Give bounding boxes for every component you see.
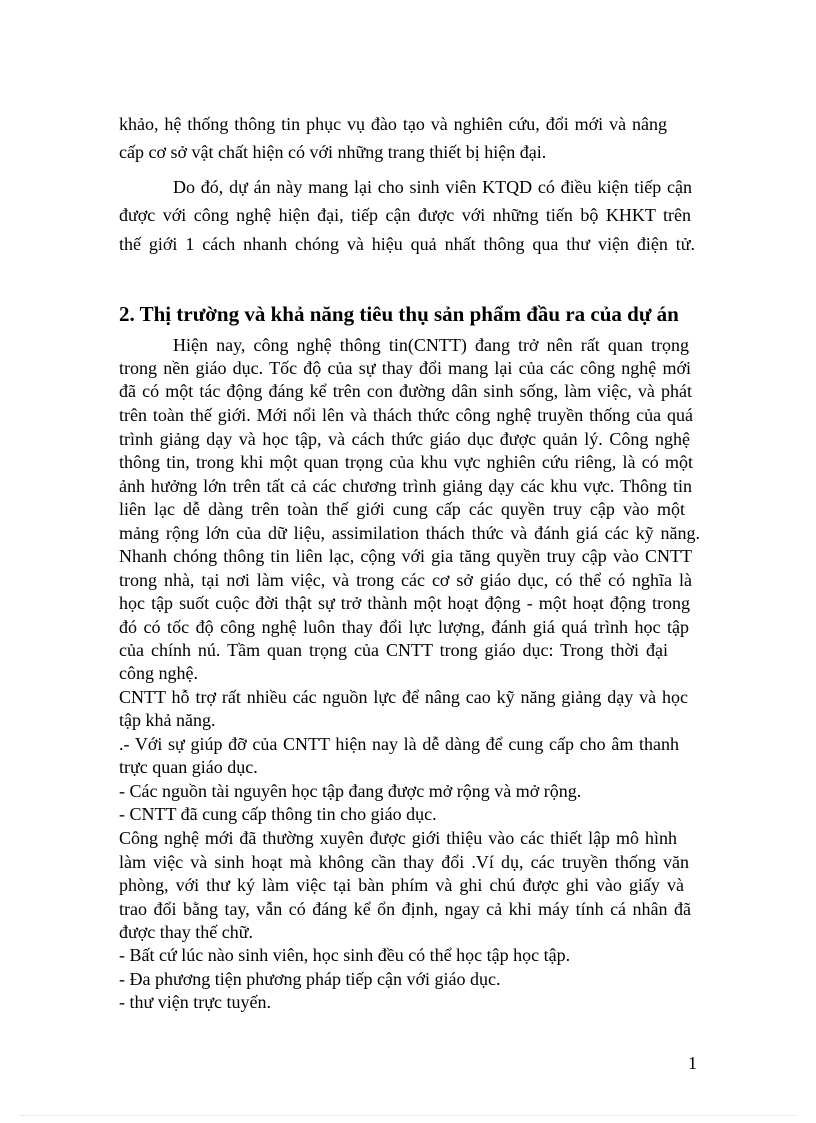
text-line: học tập suốt cuộc đời thật sự trở thành một hoạt động - một hoạt động trong [119, 593, 690, 613]
text-line: CNTT hỗ trợ rất nhiều các nguồn lực để nâng cao kỹ năng giảng dạy và học [119, 687, 688, 707]
text-line: - Bất cứ lúc nào sinh viên, học sinh đều có thể học tập học tập. [119, 945, 571, 965]
text-line: Hiện nay, công nghệ thông tin(CNTT) đang trở nên rất quan trọng [173, 335, 689, 355]
text-line: của chính nú. Tầm quan trọng của CNTT trong giáo dục: Trong thời đại [119, 640, 668, 660]
section-heading: 2. Thị trường và khả năng tiêu thụ sản phẩm đầu ra của dự án [119, 302, 679, 326]
footer-divider [20, 1115, 796, 1116]
text-line: đó có tốc độ công nghệ luôn thay đổi lực lượng, đánh giá quá trình học tập [119, 617, 689, 637]
text-line: cấp cơ sở vật chất hiện có với những trang thiết bị hiện đại. [119, 142, 547, 162]
text-line: trong nền giáo dục. Tốc độ của sự thay đổi mang lại của các công nghệ mới [119, 358, 691, 378]
text-line: công nghệ. [119, 663, 198, 683]
text-line: được với công nghệ hiện đại, tiếp cận được với những tiến bộ KHKT trên [119, 205, 691, 225]
text-line: được thay thế chữ. [119, 922, 253, 942]
text-line: trên toàn thế giới. Mới nổi lên và thách thức công nghệ truyền thống của quá [119, 405, 693, 425]
text-line: phòng, với thư ký làm việc tại bàn phím và ghi chú được ghi vào giấy và [119, 875, 684, 895]
text-line: đã có một tác động đáng kể trên con đường dân sinh sống, làm việc, và phát [119, 381, 692, 401]
text-line: trong nhà, tại nơi làm việc, và trong các cơ sở giáo dục, có thể có nghĩa là [119, 570, 692, 590]
text-line: .- Với sự giúp đỡ của CNTT hiện nay là dễ dàng để cung cấp cho âm thanh [119, 734, 679, 754]
text-line: Công nghệ mới đã thường xuyên được giới thiệu vào các thiết lập mô hình [119, 828, 677, 848]
text-line: thông tin, trong khi một quan trọng của khu vực nghiên cứu riêng, là có một [119, 452, 693, 472]
text-line: - Đa phương tiện phương pháp tiếp cận với giáo dục. [119, 969, 501, 989]
page-number: 1 [688, 1053, 697, 1073]
text-line: trình giảng dạy và học tập, và cách thức giáo dục được quản lý. Công nghệ [119, 429, 690, 449]
text-line: tập khả năng. [119, 710, 216, 730]
text-line: Nhanh chóng thông tin liên lạc, cộng với gia tăng quyền truy cập vào CNTT [119, 546, 692, 566]
text-line: liên lạc dễ dàng trên toàn thế giới cung cấp các quyền truy cập vào một [119, 499, 685, 519]
text-line: trao đổi bằng tay, vẫn có đáng kể ổn định, ngay cả khi máy tính cá nhân đã [119, 899, 691, 919]
text-line: - CNTT đã cung cấp thông tin cho giáo dục. [119, 804, 437, 824]
text-line: ảnh hưởng lớn trên tất cả các chương trình giảng dạy các khu vực. Thông tin [119, 476, 692, 496]
text-line: mảng rộng lớn của dữ liệu, assimilation thách thức và đánh giá các kỹ năng. [119, 523, 700, 543]
text-line: trực quan giáo dục. [119, 757, 258, 777]
text-line: - Các nguồn tài nguyên học tập đang được mở rộng và mở rộng. [119, 781, 582, 801]
text-line: - thư viện trực tuyến. [119, 992, 271, 1012]
text-line: Do đó, dự án này mang lại cho sinh viên KTQD có điều kiện tiếp cận [173, 177, 692, 197]
text-line: làm việc và sinh hoạt mà không cần thay đổi .Ví dụ, các truyền thống văn [119, 852, 689, 872]
text-line: thế giới 1 cách nhanh chóng và hiệu quả nhất thông qua thư viện điện tử. [119, 234, 695, 254]
text-line: khảo, hệ thống thông tin phục vụ đào tạo và nghiên cứu, đổi mới và nâng [119, 114, 667, 134]
